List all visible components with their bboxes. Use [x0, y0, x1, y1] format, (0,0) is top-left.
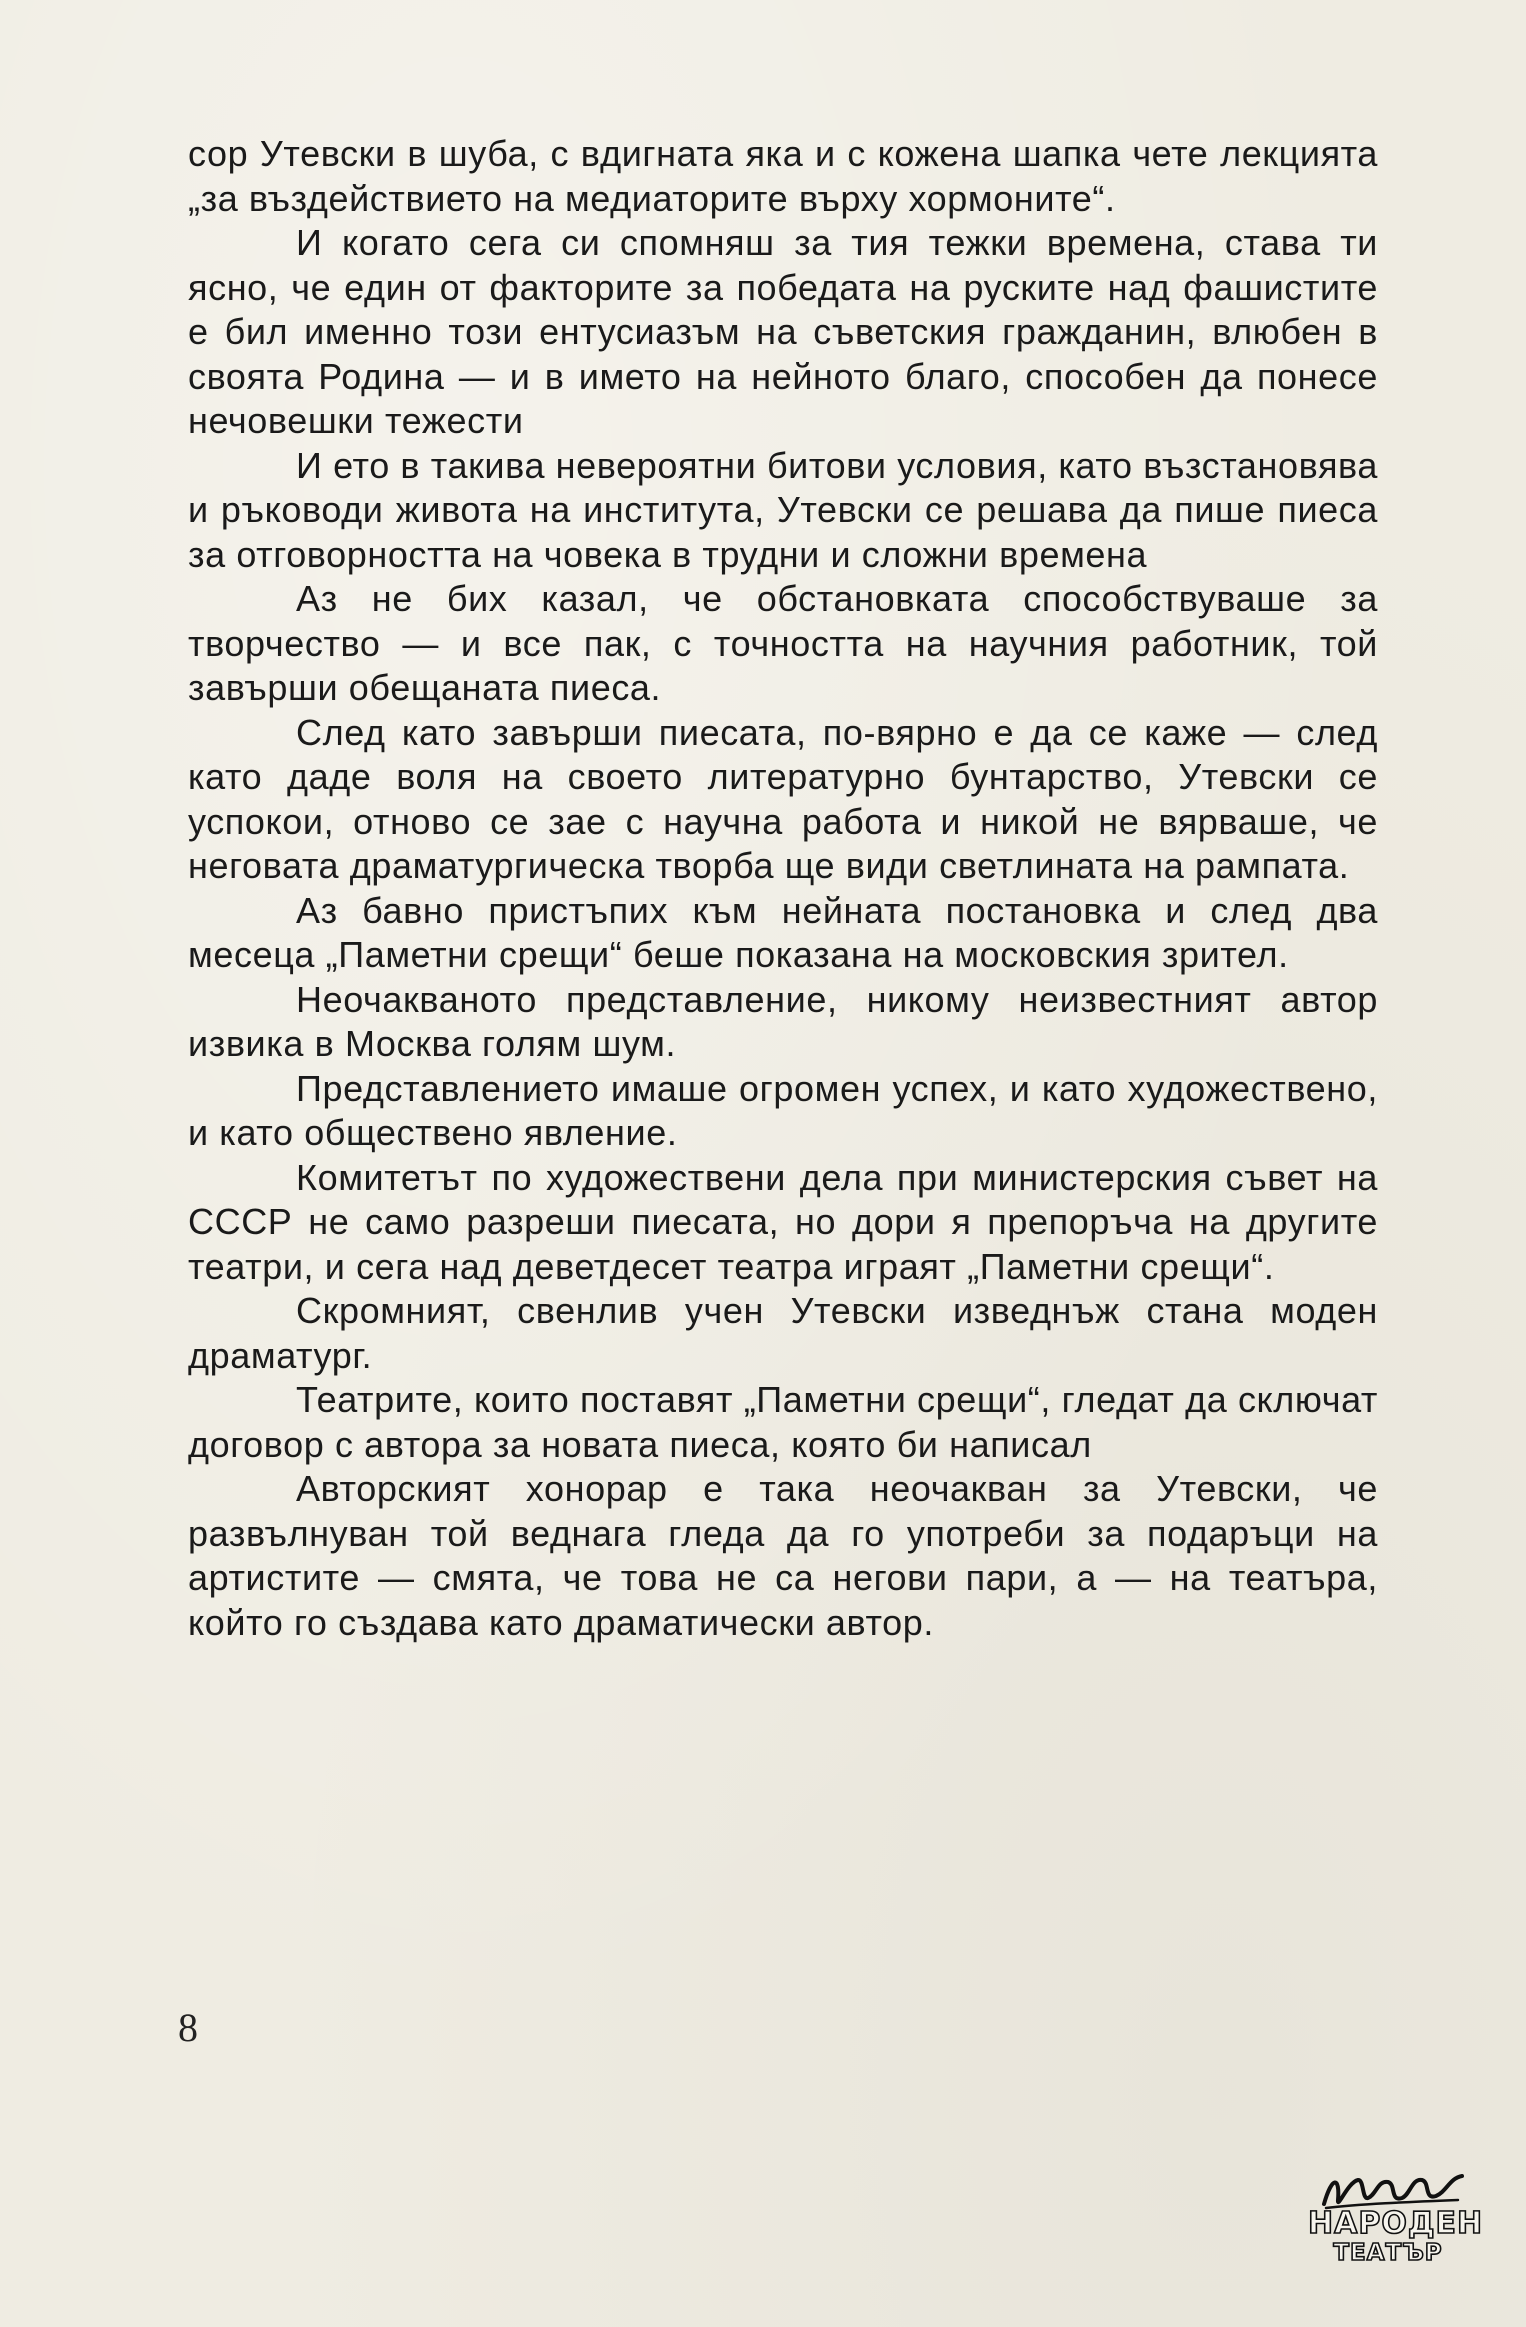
paragraph-8: Представлението имаше огромен успех, и като художествено, и като обществено явление. — [188, 1067, 1378, 1153]
paragraph-3: И ето в такива невероятни битови условия, като възстановява и ръководи живота на института, Утевски се решава да пише пиеса за отговорността на човека в трудни и сложни времена — [188, 444, 1378, 575]
paragraph-9: Комитетът по художествени дела при министерския съвет на СССР не само разреши пиесата, но дори я препоръча на другите театри, и сега над деветдесет театра играят „Паметни срещи“. — [188, 1156, 1378, 1287]
paragraph-5: След като завърши пиесата, по-вярно е да се каже — след като даде воля на своето литературно бунтарство, Утевски се успокои, отново се зае с научна работа и никой не вярваше, че неговата драматургическа творба ще види светлината на рампата. — [188, 711, 1378, 886]
paragraph-7: Неочакваното представление, никому неизвестният автор извика в Москва голям шум. — [188, 978, 1378, 1064]
national-theatre-logo — [1308, 2170, 1484, 2270]
body-text — [188, 132, 1378, 1645]
paragraph-4: Аз не бих казал, че обстановката способствуваше за творчество — и все пак, с точността на научния работник, той завърши обещаната пиеса. — [188, 578, 1378, 708]
paragraph-1: сор Утевски в шуба, с вдигната яка и с кожена шапка чете лекцията „за въздействието на медиаторите върху хормоните“. — [188, 133, 1378, 219]
paragraph-12: Авторският хонорар е така неочакван за Утевски, че развълнуван той веднага гледа да го употреби за подаръци на артистите — смята, че това не са негови пари, а — на театъра, който го създава като драматически автор. — [188, 1468, 1378, 1643]
logo-text-teatar: ТЕАТЪР — [1333, 2240, 1443, 2266]
paragraph-10: Скромният, свенлив учен Утевски изведнъж стана моден драматург. — [188, 1290, 1378, 1376]
logo-text-narodnen: НАРОДЕН — [1308, 2206, 1484, 2241]
paragraph-6: Аз бавно пристъпих към нейната постановка и след два месеца „Паметни срещи“ беше показана на московския зрител. — [188, 889, 1378, 975]
page-number: 8 — [178, 2005, 198, 2050]
paragraph-11: Театрите, които поставят „Паметни срещи“, гледат да сключат договор с автора за новата пиеса, която би написал — [188, 1379, 1378, 1465]
paragraph-2: И когато сега си спомняш за тия тежки времена, става ти ясно, че един от факторите за победата на руските над фашистите е бил именно този ентусиазъм на съветския гражданин, влюбен в своята Родина — и в името на нейното благо, способен да понесе нечовешки тежести — [188, 222, 1378, 441]
